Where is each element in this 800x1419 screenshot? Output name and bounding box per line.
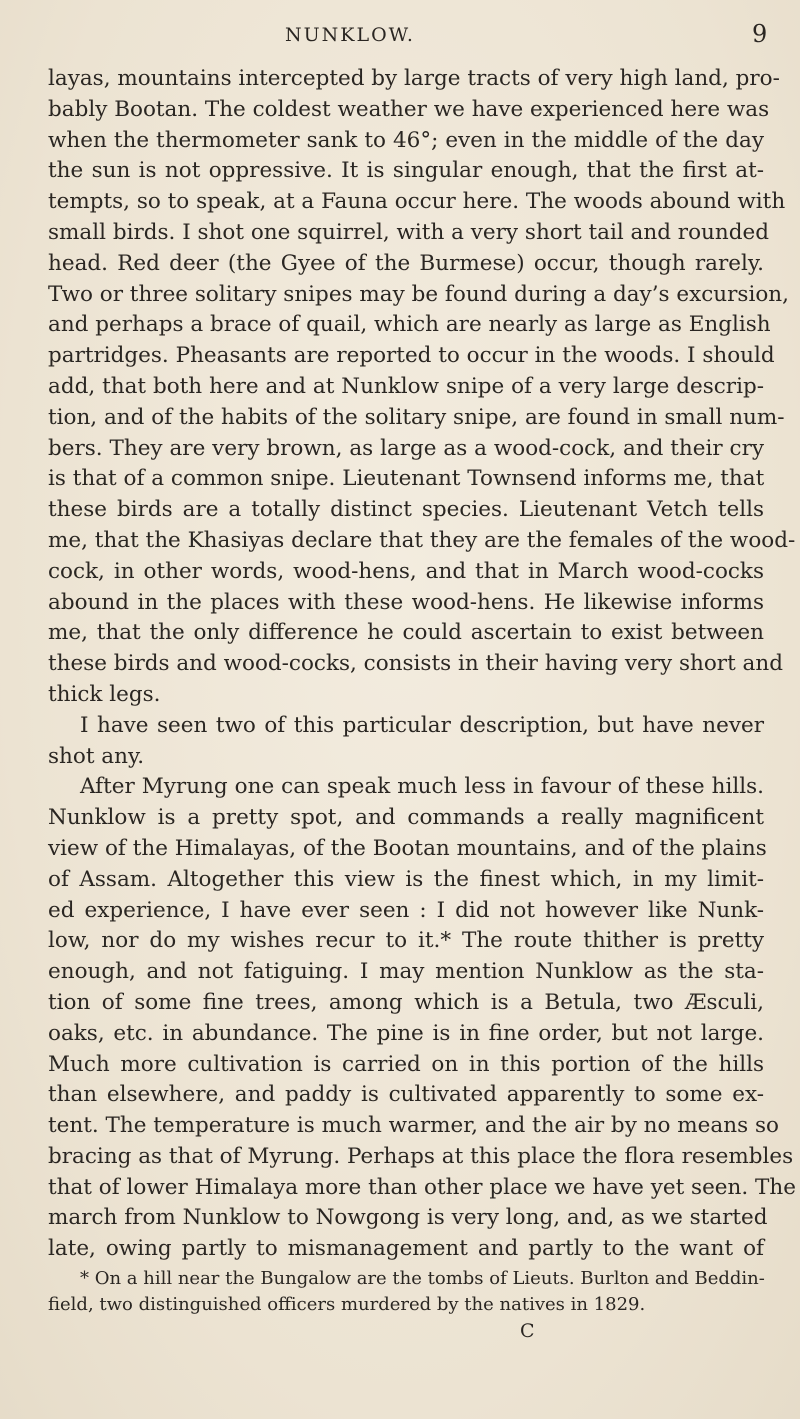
text-line: late, owing partly to mismanagement and partly to the want of bbox=[48, 1236, 764, 1262]
text-line: ed experience, I have ever seen : I did not however like Nunk- bbox=[48, 897, 764, 923]
text-line: bers. They are very brown, as large as a wood-cock, and their cry bbox=[48, 435, 764, 461]
text-line: tent. The temperature is much warmer, and the air by no means so bbox=[48, 1113, 779, 1139]
text-line: of Assam. Altogether this view is the finest which, in my limit- bbox=[48, 866, 764, 892]
text-line: when the thermometer sank to 46°; even in the middle of the day bbox=[48, 127, 764, 153]
main-text bbox=[48, 64, 796, 1265]
text-line: abound in the places with these wood-hens. He likewise informs bbox=[48, 589, 764, 615]
text-line: Much more cultivation is carried on in this portion of the hills bbox=[48, 1051, 764, 1077]
text-line: After Myrung one can speak much less in favour of these hills. bbox=[80, 774, 764, 800]
text-line: shot any. bbox=[48, 743, 145, 769]
text-line: tempts, so to speak, at a Fauna occur here. The woods abound with bbox=[48, 189, 786, 215]
text-line: the sun is not oppressive. It is singular enough, that the first at- bbox=[48, 158, 764, 184]
text-line: small birds. I shot one squirrel, with a very short tail and rounded bbox=[48, 219, 769, 245]
text-line: oaks, etc. in abundance. The pine is in fine order, but not large. bbox=[48, 1020, 764, 1046]
text-line: tion, and of the habits of the solitary snipe, are found in small num- bbox=[48, 404, 785, 430]
text-line: these birds are a totally distinct species. Lieutenant Vetch tells bbox=[48, 497, 764, 523]
text-line: and perhaps a brace of quail, which are nearly as large as English bbox=[48, 312, 771, 338]
text-line: Nunklow is a pretty spot, and commands a really magnificent bbox=[48, 805, 764, 831]
signature-mark: C bbox=[520, 1320, 535, 1342]
text-line: view of the Himalayas, of the Bootan mountains, and of the plains bbox=[48, 835, 767, 861]
text-line: low, nor do my wishes recur to it.* The route thither is pretty bbox=[48, 928, 764, 954]
text-line: head. Red deer (the Gyee of the Burmese) occur, though rarely. bbox=[48, 250, 764, 276]
text-line: these birds and wood-cocks, consists in their having very short and bbox=[48, 651, 783, 677]
footnote-line: * On a hill near the Bungalow are the tombs of Lieuts. Burlton and Beddin- bbox=[80, 1268, 765, 1289]
running-title: NUNKLOW. bbox=[285, 24, 415, 46]
text-line: bably Bootan. The coldest weather we have experienced here was bbox=[48, 96, 770, 122]
text-line: march from Nunklow to Nowgong is very long, and, as we started bbox=[48, 1205, 768, 1231]
text-line: layas, mountains intercepted by large tracts of very high land, pro- bbox=[48, 66, 780, 91]
text-line: thick legs. bbox=[48, 681, 161, 707]
footnote-line: field, two distinguished officers murdered by the natives in 1829. bbox=[48, 1294, 646, 1315]
footnote bbox=[48, 1266, 764, 1318]
text-line: tion of some fine trees, among which is a Betula, two Æsculi, bbox=[48, 989, 764, 1015]
text-line: bracing as that of Myrung. Perhaps at this place the flora resembles bbox=[48, 1143, 794, 1169]
text-line: me, that the Khasiyas declare that they are the females of the wood- bbox=[48, 527, 796, 553]
text-line: Two or three solitary snipes may be found during a day’s excursion, bbox=[48, 281, 789, 307]
text-line: than elsewhere, and paddy is cultivated apparently to some ex- bbox=[48, 1082, 764, 1108]
running-head bbox=[0, 20, 800, 50]
text-line: I have seen two of this particular description, but have never bbox=[80, 712, 764, 738]
text-line: me, that the only difference he could ascertain to exist between bbox=[48, 620, 764, 646]
text-line: partridges. Pheasants are reported to occur in the woods. I should bbox=[48, 343, 775, 369]
page-number: 9 bbox=[752, 20, 768, 48]
text-line: enough, and not fatiguing. I may mention Nunklow as the sta- bbox=[48, 959, 764, 985]
text-line: is that of a common snipe. Lieutenant Townsend informs me, that bbox=[48, 466, 765, 492]
text-line: that of lower Himalaya more than other place we have yet seen. The bbox=[48, 1174, 796, 1200]
text-line: cock, in other words, wood-hens, and that in March wood-cocks bbox=[48, 558, 764, 584]
text-line: add, that both here and at Nunklow snipe of a very large descrip- bbox=[48, 373, 764, 399]
